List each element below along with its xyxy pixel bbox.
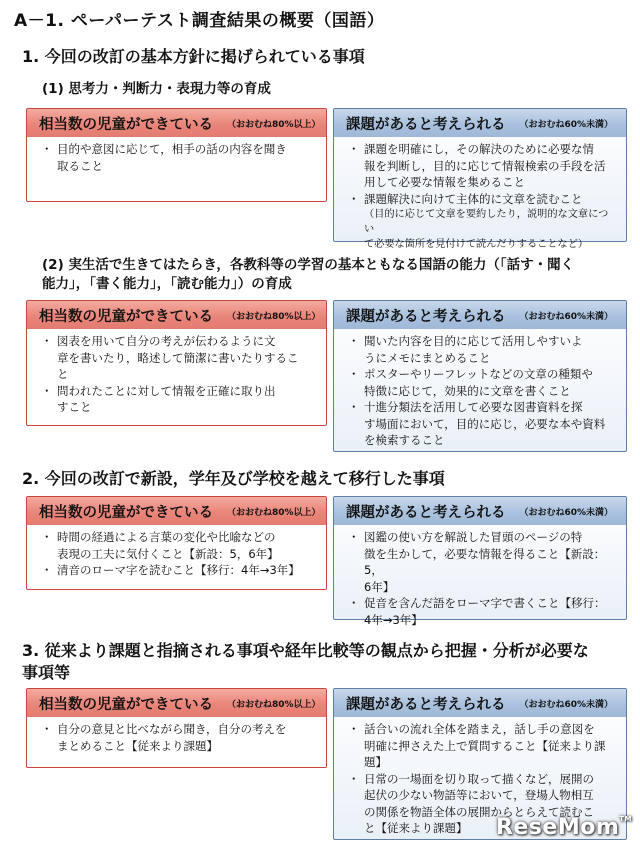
panel-good-3 — [26, 688, 327, 768]
logo-trademark: TM — [619, 815, 632, 823]
bullet: ・ — [348, 367, 360, 381]
list-item — [35, 333, 318, 383]
panel-issue-label: 課題があると考えられる — [346, 116, 506, 133]
panel-good-note: （おおむね80%以上） — [227, 119, 321, 130]
item-line: まとめること【従来より課題】 — [57, 738, 218, 753]
panel-good-header — [27, 109, 326, 137]
panel-issue-note: （おおむね60%未満） — [519, 119, 614, 130]
item-line: と — [57, 367, 69, 381]
item-line: 課題を明確にし，その解決のために必要な情 — [364, 142, 594, 156]
bullet: ・ — [41, 142, 53, 156]
note-line: （目的に応じて文章を要約したり，説明的な文章につい — [364, 209, 609, 235]
panel-good-label: 相当数の児童ができている — [39, 116, 213, 133]
panel-issue-note: （おおむね60%未満） — [519, 699, 614, 710]
bullet: ・ — [348, 191, 360, 206]
panel-body — [334, 525, 626, 632]
bullet: ・ — [348, 334, 360, 348]
heading-line: 3. 従来より課題と指摘される事項や経年比較等の観点から把握・分析が必要な — [22, 641, 589, 660]
panel-good-header — [27, 301, 326, 329]
item-line: すこと — [57, 400, 92, 414]
panel-good-note: （おおむね80%以上） — [227, 507, 321, 518]
panel-issue-note: （おおむね60%未満） — [519, 507, 614, 518]
item-line: 十進分類法を活用して必要な図書資料を探 — [364, 400, 583, 414]
item-line: 話合いの流れ全体を踏まえ，話し手の意図を — [364, 722, 595, 736]
list-item — [35, 529, 318, 562]
item-line: 図鑑の使い方を解説した冒頭のページの特 — [364, 530, 583, 544]
panel-issue-note: （おおむね60%未満） — [519, 311, 614, 322]
item-line: 取ること — [57, 158, 103, 173]
list-item — [342, 399, 618, 449]
heading-line: (2) 実生活で生きてはたらき，各教科等の学習の基本ともなる国語の能力（「話す・聞く — [42, 257, 575, 273]
bullet: ・ — [348, 771, 360, 786]
item-line: 時間の経過による言葉の変化や比喩などの — [57, 530, 276, 544]
list-item — [342, 141, 618, 191]
bullet: ・ — [348, 596, 360, 610]
list-item — [342, 595, 618, 628]
list-item — [342, 529, 618, 595]
logo-text: ReseMom — [495, 815, 620, 840]
list-item — [342, 366, 618, 399]
item-line: 問われたことに対して情報を正確に取り出 — [57, 383, 276, 398]
panel-issue-1-1 — [333, 108, 627, 250]
bullet: ・ — [348, 722, 360, 736]
panel-good-1-2 — [26, 300, 327, 426]
item-line: 自分の意見と比べながら聞き，自分の考えを — [57, 722, 287, 736]
subsection-1-2-heading — [42, 256, 574, 294]
bullet: ・ — [41, 383, 53, 398]
panel-good-note: （おおむね80%以上） — [227, 699, 321, 710]
subsection-1-1-heading — [42, 80, 271, 99]
item-line: 図表を用いて自分の考えが伝わるように文 — [57, 334, 276, 348]
item-line: 4年→3年】 — [364, 612, 423, 627]
panel-good-label: 相当数の児童ができている — [39, 696, 213, 713]
panel-issue-header — [334, 301, 626, 329]
list-item — [35, 721, 318, 754]
list-item — [342, 191, 618, 208]
item-line: 用して必要な情報を集めること — [364, 175, 525, 189]
list-item — [342, 333, 618, 366]
section-2-heading: 2. 今回の改訂で新設，学年及び学校を越えて移行した事項 — [22, 469, 445, 488]
list-item — [35, 141, 318, 174]
item-line: 徴を生かして，必要な情報を得ること【新設：5， — [364, 546, 606, 577]
bullet: ・ — [348, 400, 360, 414]
heading-line: 能力」，「書く能力」，「読む能力」）の育成 — [42, 276, 292, 292]
list-item — [342, 721, 618, 771]
note-line: て必要な箇所を見付けて読んだりすることなど） — [364, 239, 589, 250]
item-line: 清音のローマ字を読むこと【移行：4年→3年】 — [57, 563, 300, 577]
panel-body — [27, 137, 326, 178]
resemom-logo — [496, 815, 632, 840]
item-line: す場面において，目的に応じ，必要な本や資料 — [364, 416, 606, 431]
heading-line: 事項等 — [22, 663, 71, 682]
bullet: ・ — [348, 142, 360, 156]
panel-body — [27, 525, 326, 583]
panel-good-header — [27, 497, 326, 525]
bullet: ・ — [41, 563, 53, 577]
panel-good-2 — [26, 496, 327, 590]
section-3-heading — [22, 640, 589, 684]
panel-issue-header — [334, 109, 626, 137]
panel-issue-label: 課題があると考えられる — [346, 308, 506, 325]
panel-good-label: 相当数の児童ができている — [39, 308, 213, 325]
item-line: を検索すること — [364, 433, 445, 447]
item-line: 6年】 — [364, 579, 395, 594]
panel-issue-header — [334, 497, 626, 525]
page-title: A－1. ペーパーテスト調査結果の概要（国語） — [14, 11, 385, 31]
item-line: 章を書いたり，略述して簡潔に書いたりするこ — [57, 350, 299, 365]
heading-line: (1) 思考力・判断力・表現力等の育成 — [42, 81, 271, 97]
bullet: ・ — [348, 530, 360, 544]
panel-issue-label: 課題があると考えられる — [346, 504, 506, 521]
item-note — [342, 207, 618, 252]
list-item — [35, 383, 318, 416]
bullet: ・ — [41, 722, 53, 736]
panel-issue-1-2 — [333, 300, 627, 452]
panel-issue-header — [334, 689, 626, 717]
bullet: ・ — [41, 530, 53, 544]
item-line: 題】 — [364, 755, 387, 769]
item-line: 課題解決に向けて主体的に文章を読むこと — [364, 191, 583, 206]
panel-good-label: 相当数の児童ができている — [39, 504, 213, 521]
item-line: 明確に押さえた上で質問すること【従来より課 — [364, 738, 606, 753]
item-line: 聞いた内容を目的に応じて活用しやすいよ — [364, 334, 583, 348]
item-line: 目的や意図に応じて，相手の話の内容を聞き — [57, 142, 287, 156]
panel-good-1-1 — [26, 108, 327, 202]
panel-issue-2 — [333, 496, 627, 627]
item-line: 起伏の少ない物語等において，登場人物相互 — [364, 788, 594, 802]
panel-body — [27, 717, 326, 758]
item-line: 報を判断し，目的に応じて情報検索の手段を活 — [364, 158, 606, 173]
item-line: と【従来より課題】 — [364, 821, 468, 835]
section-1-heading: 1. 今回の改訂の基本方針に掲げられている事項 — [22, 47, 365, 66]
item-line: ポスターやリーフレットなどの文章の種類や — [364, 367, 593, 381]
panel-good-note: （おおむね80%以上） — [227, 311, 321, 322]
item-line: 特徴に応じて，効果的に文章を書くこと — [364, 383, 571, 398]
list-item — [35, 562, 318, 579]
panel-body — [334, 137, 626, 256]
panel-good-header — [27, 689, 326, 717]
panel-body — [27, 329, 326, 420]
item-line: の関係を物語全体の展開からとらえて読むこ — [364, 804, 594, 819]
item-line: 促音を含んだ語をローマ字で書くこと【移行： — [364, 596, 606, 610]
item-line: うにメモにまとめること — [364, 350, 491, 365]
item-line: 日常の一場面を切り取って描くなど，展開の — [364, 771, 594, 786]
item-line: 表現の工夫に気付くこと【新設：5，6年】 — [57, 546, 279, 561]
bullet: ・ — [41, 334, 53, 348]
panel-body — [334, 329, 626, 453]
panel-issue-label: 課題があると考えられる — [346, 696, 506, 713]
